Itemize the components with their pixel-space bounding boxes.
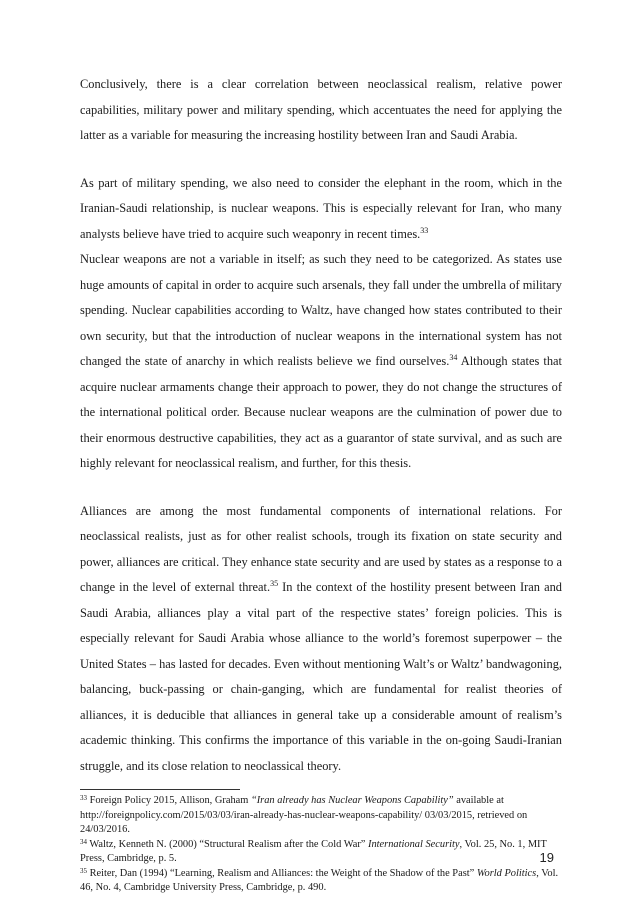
paragraph-text: In the context of the hostility present between Iran and Saudi Arabia, alliances play a vital part of the respective states’ foreign policies. This is especially relevant for Saudi Arabia whose alliance to the world’s foremost superpower – the United States – has lasted for decades. Even without mentioning Walt’s or Waltz’ bandwagoning, balancing, buck-passing or chain-ganging, which are fundamental for realist theories of alliances, it is deducible that alliances in general take up a considerable amount of realism’s academic thinking. This confirms the importance of this variable in the on-going Saudi-Iranian struggle, and its close relation to neoclassical theory.	[80, 580, 562, 773]
footnote-text: , Vol. 46, No. 4, Cambridge University Press, Cambridge, p. 490.	[80, 867, 559, 893]
footnote-source-title: World Politics	[476, 867, 537, 879]
footnote-number: 34	[80, 837, 87, 846]
footnote-text: available at http://foreignpolicy.com/2015/03/03/iran-already-has-nuclear-weapons-capability/ 03/03/2015, retrieved on 24/03/2016.	[80, 795, 528, 835]
footnote-source-title: International Security	[368, 838, 460, 850]
footnote-ref[interactable]: 35	[270, 579, 279, 588]
paragraph-conclusion: Conclusively, there is a clear correlation between neoclassical realism, relative power capabilities, military power and military spending, which accentuates the need for applying the latter as a variable for measuring the increasing hostility between Iran and Saudi Arabia.	[80, 77, 562, 142]
footnote-text: Waltz, Kenneth N. (2000) “Structural Realism after the Cold War”	[87, 838, 369, 850]
footnote-source-title: “Iran already has Nuclear Weapons Capability”	[250, 795, 454, 806]
footnote-ref[interactable]: 34	[449, 353, 458, 362]
paragraph-text: Nuclear weapons are not a variable in itself; as such they need to be categorized. As states use huge amounts of capital in order to acquire such arsenals, they fall under the umbrella of military spending. Nuclear capabilities according to Waltz, have changed how states contributed to their own security, but that the introduction of nuclear weapons in the international system has not changed the state of anarchy in which realists believe we find ourselves.	[80, 252, 562, 368]
footnote-number: 35	[80, 866, 87, 875]
page-number: 19	[539, 850, 554, 865]
footnote-separator	[80, 789, 240, 790]
paragraph-nuclear-weapons	[80, 247, 562, 477]
footnote-text: , Vol. 25, No. 1, MIT Press, Cambridge, p. 5.	[80, 838, 547, 864]
paragraph-text: As part of military spending, we also need to consider the elephant in the room, which in the Iranian-Saudi relationship, is nuclear weapons. This is especially relevant for Iran, who many analysts believe have tried to acquire such weaponry in recent times.	[80, 175, 562, 241]
footnote-text: Reiter, Dan (1994) “Learning, Realism and Alliances: the Weight of the Shadow of the Past”	[87, 867, 477, 879]
footnote-35	[80, 867, 562, 896]
paragraph-text: Although states that acquire nuclear armaments change their approach to power, they do not change the structures of the international political order. Because nuclear weapons are the culmination of power due to their enormous destructive capabilities, they act as a guarantor of state survival, and as such are highly relevant for neoclassical realism, and further, for this thesis.	[80, 354, 562, 470]
footnote-number: 33	[80, 794, 87, 802]
document-page	[80, 72, 562, 896]
paragraph-text: Alliances are among the most fundamental components of international relations. For neoclassical realists, just as for other realist schools, trough its fixation on state security and power, alliances are critical. They enhance state security and are used by states as a response to a change in the level of external threat.	[80, 503, 562, 594]
footnote-34	[80, 838, 562, 867]
paragraph-nuclear-intro	[80, 171, 562, 248]
footnote-ref[interactable]: 33	[420, 225, 429, 235]
footnote-33	[80, 794, 562, 838]
footnote-text: Foreign Policy 2015, Allison, Graham	[87, 795, 251, 806]
paragraph-alliances	[80, 499, 562, 780]
